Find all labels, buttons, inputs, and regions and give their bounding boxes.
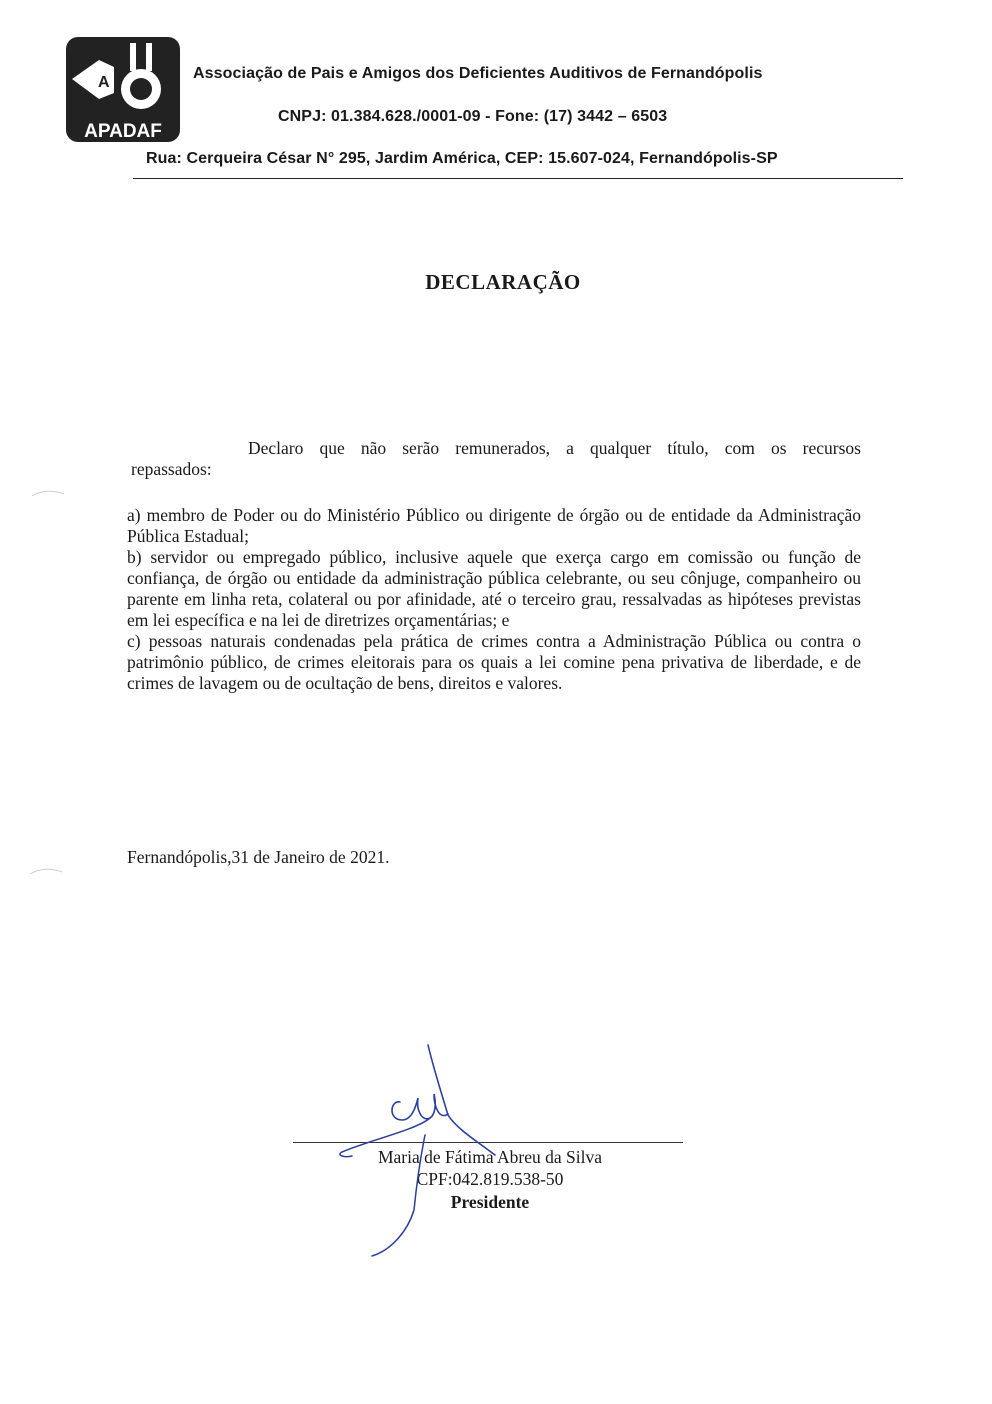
place-date: Fernandópolis,31 de Janeiro de 2021.: [127, 847, 390, 867]
scan-mark: [30, 488, 66, 498]
header-divider: [133, 178, 903, 179]
document-title: DECLARAÇÃO: [425, 270, 581, 294]
scan-mark: [28, 864, 64, 878]
declaration-intro: [127, 438, 861, 480]
organization-name: Associação de Pais e Amigos dos Deficientes Auditivos de Fernandópolis: [193, 65, 763, 82]
item-b: b) servidor ou empregado público, inclusive aquele que exerça cargo em comissão ou função de confiança, de órgão ou entidade da administração pública celebrante, ou seu cônjuge, companheiro ou parente em linha reta, colateral ou por afinidade, até o terceiro grau, ressalvadas as hipóteses previstas em lei específica e na lei de diretrizes orçamentárias; e: [127, 547, 861, 630]
item-c: c) pessoas naturais condenadas pela prática de crimes contra a Administração Pública ou contra o patrimônio público, de crimes eleitorais para os quais a lei comine pena privativa de liberdade, e de crimes de lavagem ou de ocultação de bens, direitos e valores.: [127, 631, 861, 693]
intro-first-line: Declaro que não serão remunerados, a qualquer título, com os recursos: [248, 438, 861, 458]
signer-cpf: CPF:042.819.538-50: [416, 1169, 564, 1189]
signer-name: Maria de Fátima Abreu da Silva: [377, 1147, 603, 1167]
item-a: a) membro de Poder ou do Ministério Público ou dirigente de órgão ou de entidade da Administração Pública Estadual;: [127, 505, 861, 546]
intro-continuation: repassados:: [131, 459, 212, 479]
cnpj-phone: CNPJ: 01.384.628./0001-09 - Fone: (17) 3442 – 6503: [278, 108, 668, 125]
organization-address: Rua: Cerqueira César N° 295, Jardim América, CEP: 15.607-024, Fernandópolis-SP: [146, 150, 778, 167]
logo-letter-a: A: [98, 74, 110, 91]
handwritten-signature: [330, 1040, 520, 1260]
logo-wordmark: APADAF: [84, 121, 162, 142]
apadaf-logo: [66, 37, 180, 142]
declaration-items: [127, 505, 861, 694]
signer-role: Presidente: [450, 1192, 530, 1212]
